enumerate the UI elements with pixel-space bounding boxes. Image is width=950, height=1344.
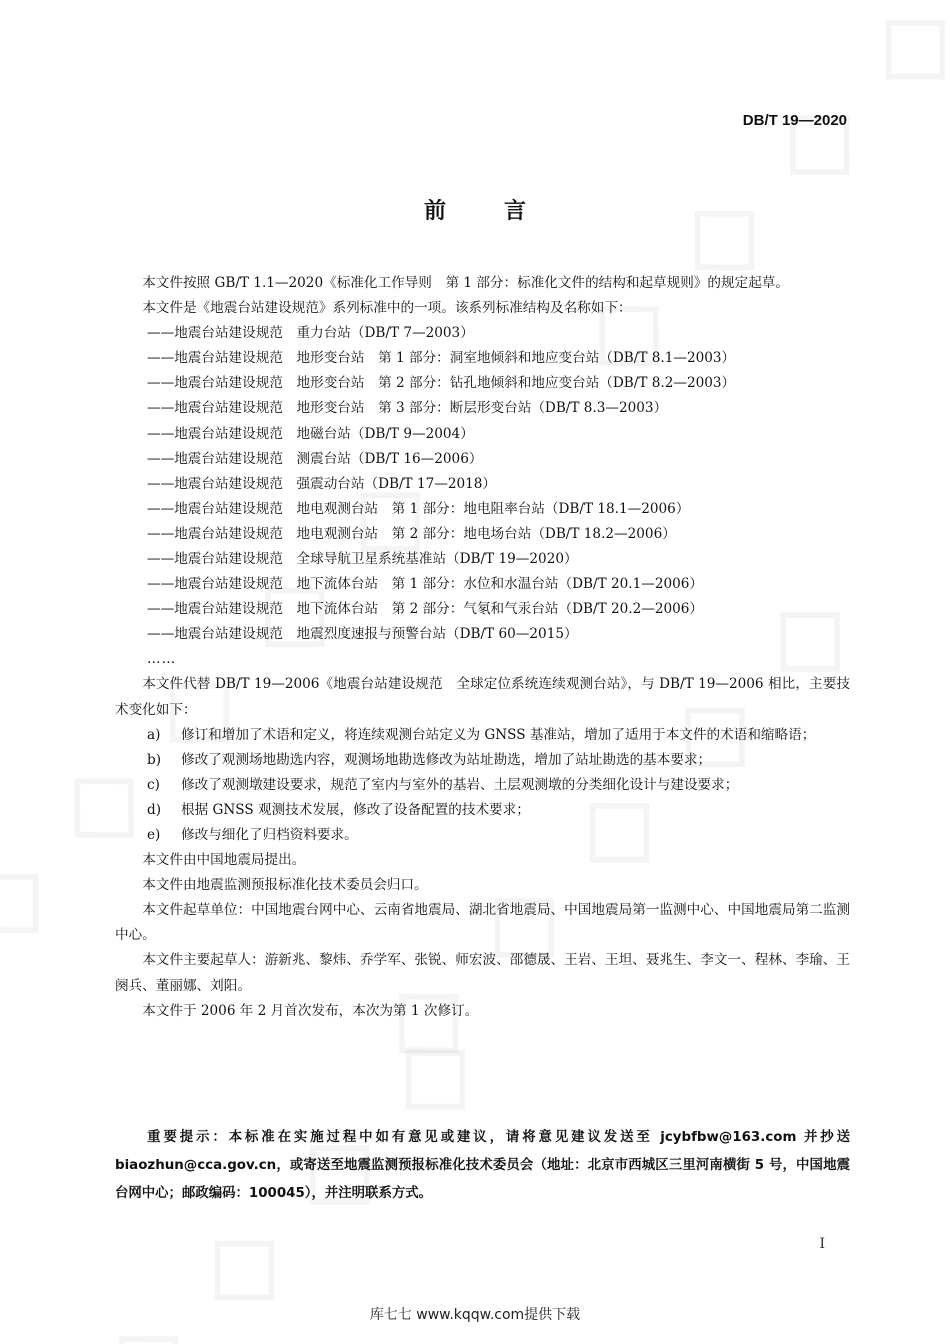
change-item: [115, 723, 850, 748]
series-item: ——地震台站建设规范 地电观测台站 第 1 部分：地电阻率台站（DB/T 18.1—2006）: [147, 500, 690, 517]
series-item: ——地震台站建设规范 强震动台站（DB/T 17—2018）: [147, 475, 497, 492]
series-item: ——地震台站建设规范 地磁台站（DB/T 9—2004）: [147, 425, 474, 442]
foreword-body: [115, 271, 850, 1024]
change-label: b): [147, 751, 162, 768]
change-item: [115, 823, 850, 848]
change-label: a): [147, 726, 161, 743]
history-paragraph: 本文件于 2006 年 2 月首次发布，本次为第 1 次修订。: [142, 1002, 479, 1019]
change-label: c): [147, 776, 160, 793]
page-number: I: [819, 1236, 825, 1252]
series-item: ——地震台站建设规范 地下流体台站 第 1 部分：水位和水温台站（DB/T 20.1—2006）: [147, 576, 704, 593]
change-item: [115, 748, 850, 773]
series-ellipsis: ……: [147, 651, 177, 668]
change-text: 修改与细化了归档资料要求。: [181, 826, 358, 843]
series-item: ——地震台站建设规范 地形变台站 第 2 部分：钻孔地倾斜和地应变台站（DB/T 8.2—2003）: [147, 375, 736, 392]
series-item: ——地震台站建设规范 重力台站（DB/T 7—2003）: [147, 325, 474, 342]
intro-paragraph-2: 本文件是《地震台站建设规范》系列标准中的一项。该系列标准结构及名称如下：: [142, 300, 632, 317]
download-footer: 库七七 www.kqqw.com提供下载: [369, 1307, 581, 1323]
changes-list: [115, 723, 850, 848]
series-item: ——地震台站建设规范 全球导航卫星系统基准站（DB/T 19—2020）: [147, 551, 578, 568]
series-item: ——地震台站建设规范 地震烈度速报与预警台站（DB/T 60—2015）: [147, 626, 578, 643]
change-text: 修订和增加了术语和定义，将连续观测台站定义为 GNSS 基准站，增加了适用于本文件的术语和缩略语；: [181, 726, 816, 743]
intro-paragraph-1: 本文件按照 GB/T 1.1—2020《标准化工作导则 第 1 部分：标准化文件的结构和起草规则》的规定起草。: [142, 275, 789, 291]
change-item: [115, 773, 850, 798]
document-number: DB/T 19—2020: [742, 112, 847, 129]
series-item: ——地震台站建设规范 地形变台站 第 3 部分：断层形变台站（DB/T 8.3—2003）: [147, 400, 668, 417]
change-item: [115, 798, 850, 823]
change-text: 根据 GNSS 观测技术发展，修改了设备配置的技术要求；: [181, 801, 530, 818]
change-label: d): [147, 801, 162, 818]
change-text: 修改了观测场地勘选内容，观测场地勘选修改为站址勘选，增加了站址勘选的基本要求；: [181, 751, 712, 768]
series-list: [115, 321, 850, 647]
replace-paragraph: 本文件代替 DB/T 19—2006《地震台站建设规范 全球定位系统连续观测台站》，与 DB/T 19—2006 相比，主要技术变化如下：: [115, 676, 850, 718]
series-item: ——地震台站建设规范 地下流体台站 第 2 部分：气氡和气汞台站（DB/T 20.2—2006）: [147, 601, 704, 618]
change-label: e): [147, 826, 161, 843]
drafting-units-paragraph: 本文件起草单位：中国地震台网中心、云南省地震局、湖北省地震局、中国地震局第一监测中心、中国地震局第二监测中心。: [115, 902, 850, 944]
change-text: 修改了观测墩建设要求，规范了室内与室外的基岩、土层观测墩的分类细化设计与建设要求；: [181, 776, 739, 793]
series-item: ——地震台站建设规范 测震台站（DB/T 16—2006）: [147, 450, 483, 467]
proposer-paragraph: 本文件由中国地震局提出。: [142, 852, 306, 869]
page-title: 前言: [423, 199, 584, 224]
drafters-paragraph: 本文件主要起草人：游新兆、黎炜、乔学军、张锐、师宏波、邵德晟、王岩、王坦、聂兆生、李文一、程林、李瑜、王阕兵、董丽娜、刘阳。: [115, 952, 850, 994]
series-item: ——地震台站建设规范 地电观测台站 第 2 部分：地电场台站（DB/T 18.2—2006）: [147, 525, 676, 542]
centralized-paragraph: 本文件由地震监测预报标准化技术委员会归口。: [142, 877, 428, 894]
important-notice: 重要提示：本标准在实施过程中如有意见或建议，请将意见建议发送至 jcybfbw@163.com 并抄送 biaozhun@cca.gov.cn，或寄送至地震监测预报标准化技术委员会（地址：北京市西城区三里河南横街 5 号，中国地震台网中心；邮政编码：100045），并注明联系方式。: [115, 1130, 850, 1201]
series-item: ——地震台站建设规范 地形变台站 第 1 部分：洞室地倾斜和地应变台站（DB/T 8.1—2003）: [147, 350, 736, 367]
